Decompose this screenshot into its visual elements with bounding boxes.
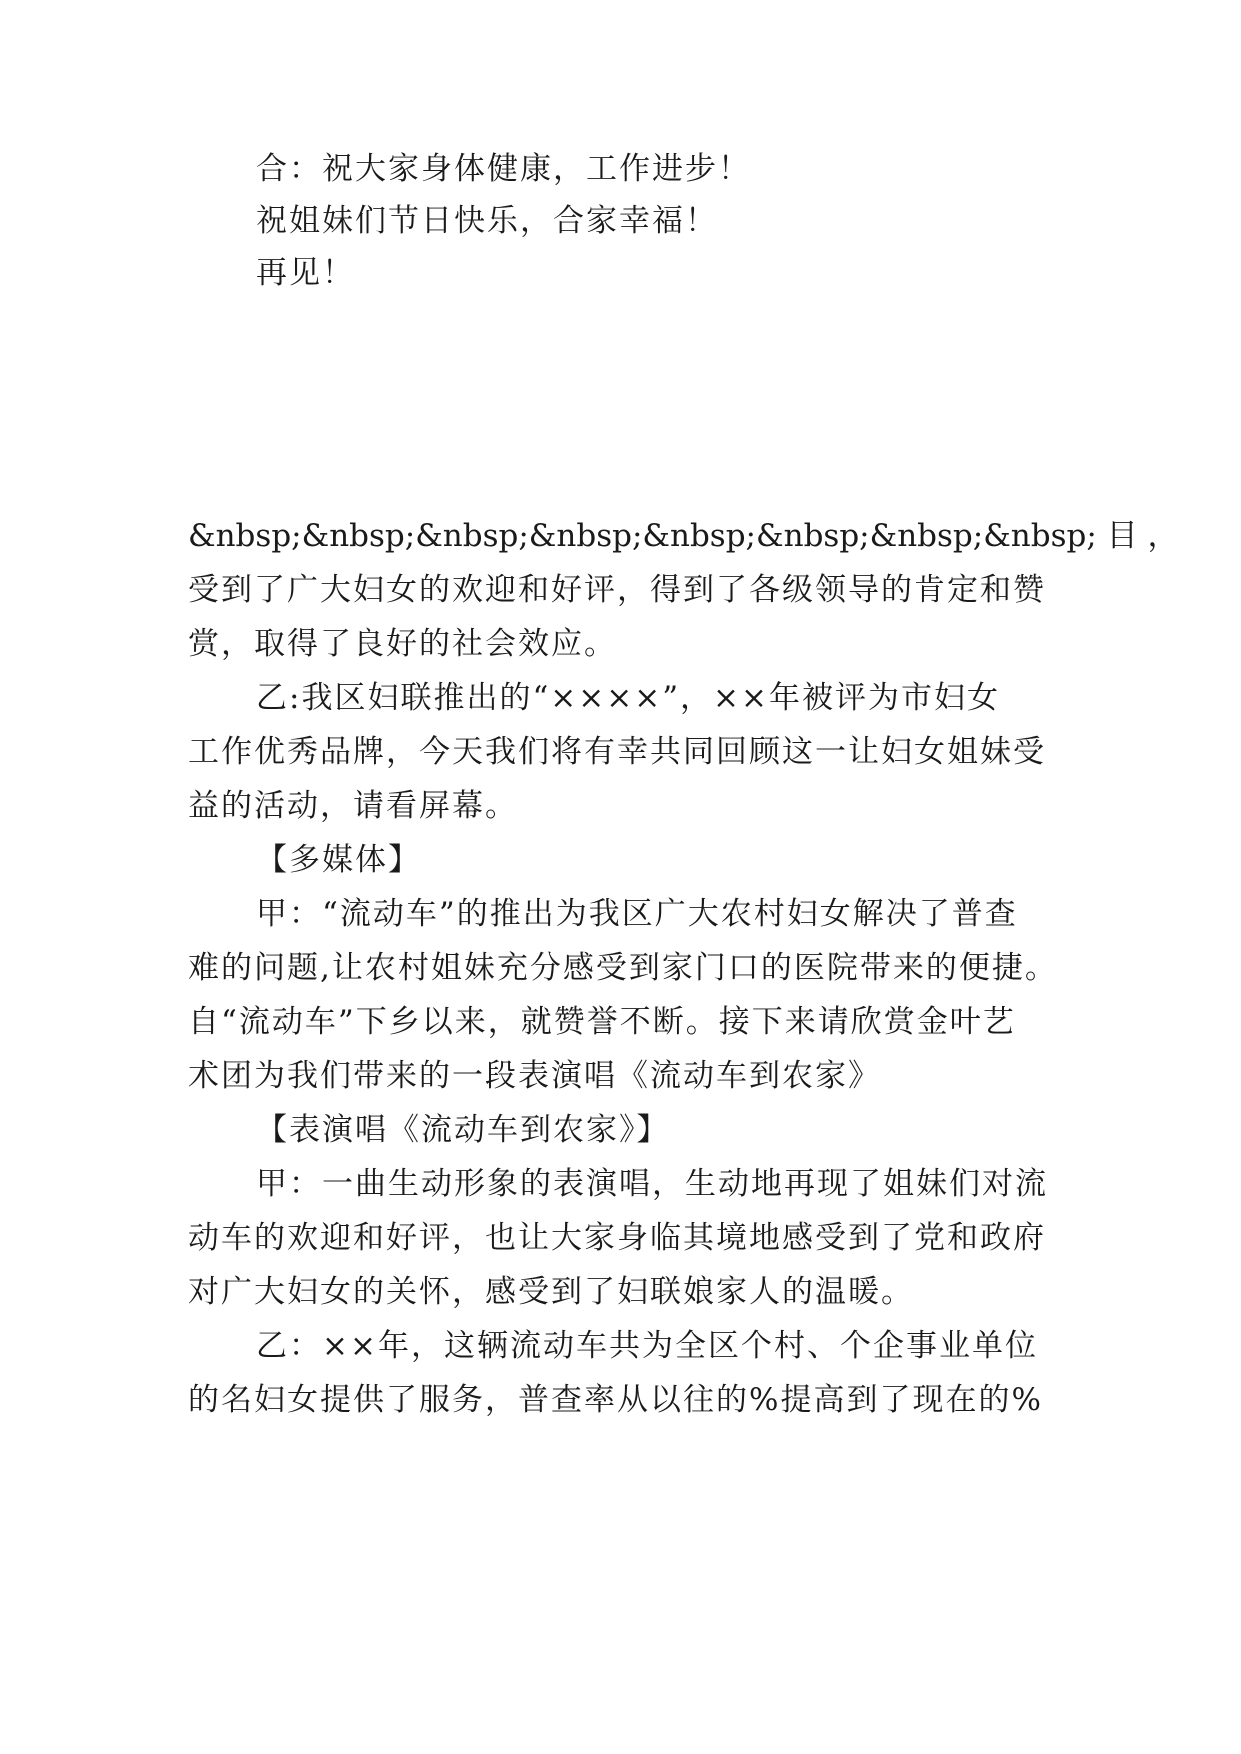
- body-line-5: 工作优秀品牌，今天我们将有幸共同回顾这一让妇女姐妹受: [188, 734, 1046, 770]
- closing-line-2: 祝姐妹们节日快乐，合家幸福！: [256, 203, 718, 239]
- body-line-10: 自“流动车”下乡以来，就赞誉不断。接下来请欣赏金叶艺: [188, 1004, 1016, 1040]
- body-line-3: 赏，取得了良好的社会效应。: [188, 626, 617, 662]
- body-line-17: 的名妇女提供了服务，普查率从以往的%提高到了现在的%: [188, 1382, 1043, 1418]
- body-line-4: 乙:我区妇联推出的“××××”，××年被评为市妇女: [256, 680, 1000, 716]
- section-heading-multimedia: 【多媒体】: [256, 842, 421, 878]
- body-line-16: 乙：××年，这辆流动车共为全区个村、个企事业单位: [256, 1328, 1038, 1364]
- body-line-15: 对广大妇女的关怀，感受到了妇联娘家人的温暖。: [188, 1274, 914, 1310]
- body-line-8: 甲：“流动车”的推出为我区广大农村妇女解决了普查: [256, 896, 1018, 932]
- body-line-1: &nbsp;&nbsp;&nbsp;&nbsp;&nbsp;&nbsp;&nbsp;&nbsp; 目 ，: [188, 518, 1179, 554]
- body-line-9: 难的问题,让农村姐妹充分感受到家门口的医院带来的便捷。: [188, 950, 1058, 986]
- closing-line-3: 再见！: [256, 255, 355, 291]
- section-heading-performance: 【表演唱《流动车到农家》】: [256, 1112, 670, 1148]
- body-line-6: 益的活动，请看屏幕。: [188, 788, 518, 824]
- body-line-13: 甲：一曲生动形象的表演唱，生动地再现了姐妹们对流: [256, 1166, 1048, 1202]
- body-line-11: 术团为我们带来的一段表演唱《流动车到农家》: [188, 1058, 881, 1094]
- body-line-14: 动车的欢迎和好评，也让大家身临其境地感受到了党和政府: [188, 1220, 1046, 1256]
- closing-line-1: 合：祝大家身体健康，工作进步！: [256, 151, 751, 187]
- body-line-2: 受到了广大妇女的欢迎和好评，得到了各级领导的肯定和赞: [188, 572, 1046, 608]
